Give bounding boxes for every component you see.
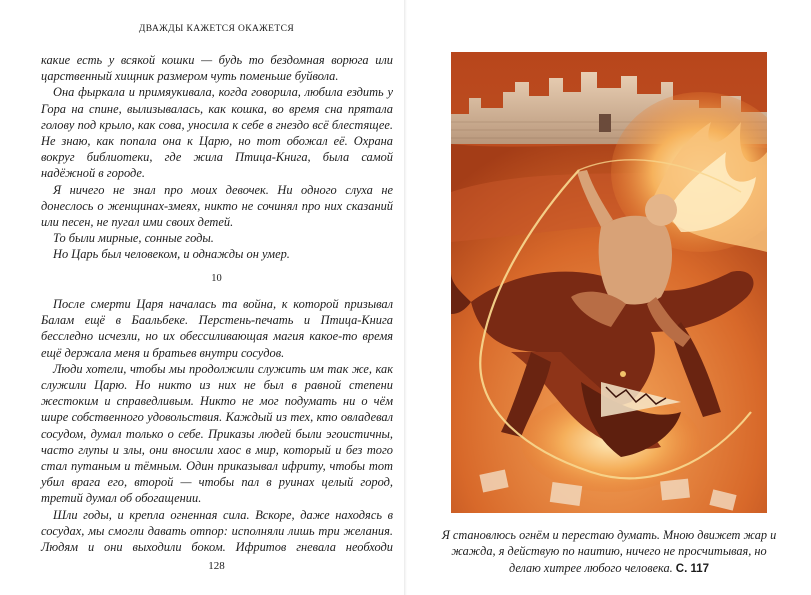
text-block-lower [41, 296, 393, 555]
illustration-caption [441, 527, 777, 577]
text-block-upper [41, 52, 393, 263]
page-gutter [404, 0, 407, 595]
paragraph: То были мирные, сонные годы. [53, 231, 214, 246]
paragraph: Но Царь был человеком, и однажды он умер. [53, 247, 290, 262]
running-head: ДВАЖДЫ КАЖЕТСЯ ОКАЖЕТСЯ [138, 24, 295, 34]
paragraph: какие есть у всякой кошки — будь то бездомная ворюга или царственный хищник размером чуть поменьше буйвола. [41, 53, 393, 84]
paragraph: После смерти Царя началась та война, к которой призывал Балам ещё в Баальбеке. Перстень-печать и Птица-Книга бесследно исчезли, но их обессиливающая магия какое-то время ещё держала меня и братьев внутри сосудов. [41, 297, 393, 360]
caption-page-ref: С. 117 [675, 562, 710, 575]
paragraph: Я ничего не знал про моих девочек. Ни одного слуха не донеслось о женщинах-змеях, никто не сочинял про них сказаний или песен, не пугал ими своих детей. [41, 182, 393, 230]
illustration-artwork [451, 52, 767, 513]
paragraph: Люди хотели, чтобы мы продолжили служить им так же, как служили Царю. Но никто из них не был в равной степени жестоким и справедливым. Никто не мог подумать ни о чём шире собственного удовольствия. Каждый из тех, кто овладевал сосудом, думал только о себе. Приказы людей были эгоистичны, часто глупы и злы, они вносили хаос в мир, который и без того стал путаным и тёмным. Один приказывал ифриту, чтобы тот убил врага его, второй — чтобы пал в руинах целый город, третий думал об обогащении. [41, 361, 393, 506]
paragraph: Шли годы, и крепла огненная сила. Вскоре, даже находясь в сосудах, мы смогли давать отпор: исполняли лишь три желания. Людям и они выходили боком. Ифритов гневала необходи [41, 507, 393, 555]
page-number: 128 [208, 560, 225, 572]
paragraph: Она фыркала и примяукивала, когда говорила, любила ездить у Гора на спине, вылизывалась, как кошка, во время сна прятала голову под крыло, как сова, уносила к себе в гнездо всё блестящее. Не знаю, как попала она к Царю, но тот обожал её. Охрана вокруг библиотеки, где жила Птица-Книга, была самой надёжной в городе. [41, 85, 393, 181]
chapter-number: 10 [211, 273, 222, 284]
caption-text: Я становлюсь огнём и перестаю думать. Мною движет жар и жажда, я действую по наитию, ничего не просчитывая, но делаю хитрее любого человека. [441, 528, 777, 575]
illustration [451, 52, 767, 513]
